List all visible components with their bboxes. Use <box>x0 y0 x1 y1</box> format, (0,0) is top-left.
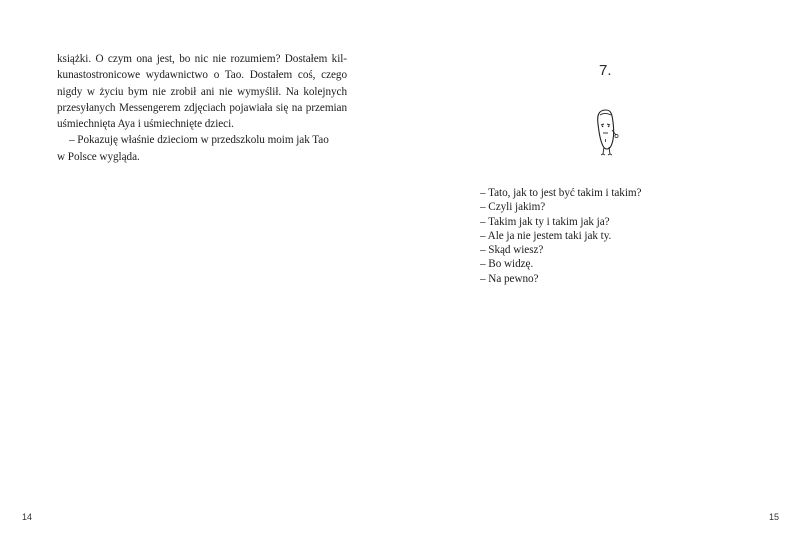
dialogue-line: – Czyli jakim? <box>480 201 546 214</box>
body-text-line: nigdy w życiu bym nie zrobił ani nie wymyślił. Na kolejnych <box>57 85 347 98</box>
dialogue-line: – Skąd wiesz? <box>480 244 544 257</box>
doodle-character-icon <box>590 106 626 160</box>
body-text-line: w Polsce wygląda. <box>57 150 140 163</box>
body-text-line: książki. O czym ona jest, bo nic nie rozumiem? Dostałem kil- <box>57 53 347 65</box>
page-number-right: 15 <box>769 512 780 522</box>
dialogue-line: – Na pewno? <box>480 272 539 285</box>
right-page-dialogue <box>480 186 740 286</box>
chapter-number: 7. <box>599 62 612 79</box>
dialogue-line: – Bo widzę. <box>480 258 534 271</box>
body-text-line: – Pokazuję właśnie dzieciom w przedszkolu moim jak Tao <box>69 134 329 147</box>
body-text-line: przesyłanych Messengerem zdjęciach pojawiała się na przemian <box>57 101 347 114</box>
left-page-body-text <box>57 51 347 165</box>
page-number-left: 14 <box>22 512 33 522</box>
dialogue-line: – Takim jak ty i takim jak ja? <box>480 215 610 228</box>
body-text-line: kunastostronicowe wydawnictwo o Tao. Dostałem coś, czego <box>57 69 347 82</box>
dialogue-line: – Tato, jak to jest być takim i takim? <box>480 187 642 199</box>
body-text-line: uśmiechnięta Aya i uśmiechnięte dzieci. <box>57 118 234 131</box>
dialogue-line: – Ale ja nie jestem taki jak ty. <box>480 229 612 242</box>
